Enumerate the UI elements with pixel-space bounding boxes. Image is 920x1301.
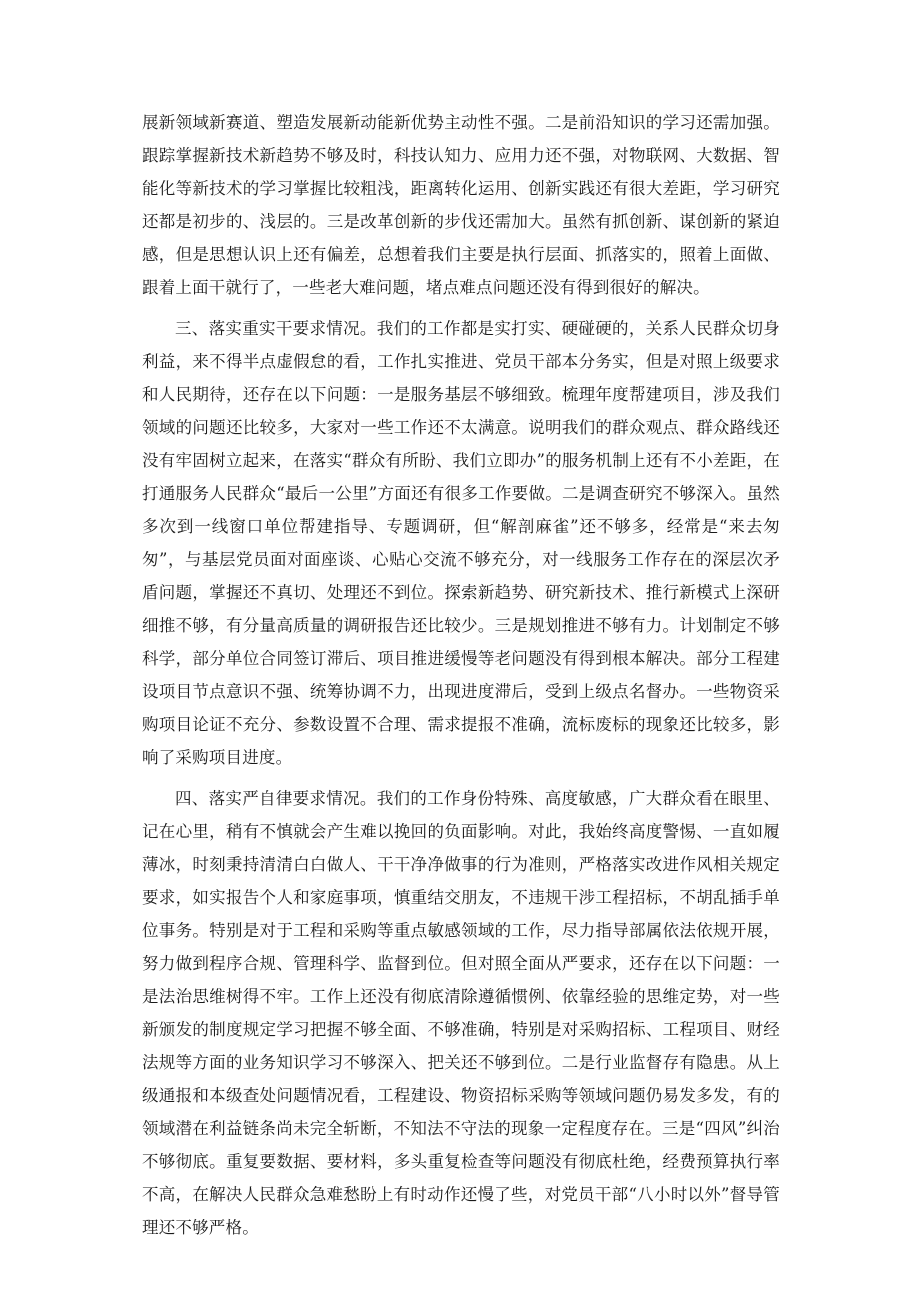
paragraph-section-four: 四、落实严自律要求情况。我们的工作身份特殊、高度敏感，广大群众看在眼里、记在心里，稍有不慎就会产生难以挽回的负面影响。对此，我始终高度警惕、一直如履薄冰，时刻秉持清清白白做人、干干净净做事的行为准则，严格落实改进作风相关规定要求，如实报告个人和家庭事项，慎重结交朋友，不违规干涉工程招标，不胡乱插手单位事务。特别是对于工程和采购等重点敏感领域的工作，尽力指导部属依法依规开展，努力做到程序合规、管理科学、监督到位。但对照全面从严要求，还存在以下问题：一是法治思维树得不牢。工作上还没有彻底清除遵循惯例、依靠经验的思维定势，对一些新颁发的制度规定学习把握不够全面、不够准确，特别是对采购招标、工程项目、财经法规等方面的业务知识学习不够深入、把关还不够到位。二是行业监督存有隐患。从上级通报和本级查处问题情况看，工程建设、物资招标采购等领域问题仍易发多发，有的领域潜在利益链条尚未完全斩断，不知法不守法的现象一定程度存在。三是“四风”纠治不够彻底。重复要数据、要材料，多头重复检查等问题没有彻底杜绝，经费预算执行率不高，在解决人民群众急难愁盼上有时动作还慢了些，对党员干部“八小时以外”督导管理还不够严格。 <box>142 789 780 1237</box>
document-body <box>142 106 780 1252</box>
paragraph-continuation: 展新领域新赛道、塑造发展新动能新优势主动性不强。二是前沿知识的学习还需加强。跟踪掌握新技术新趋势不够及时，科技认知力、应用力还不强，对物联网、大数据、智能化等新技术的学习掌握比较粗浅，距离转化运用、创新实践还有很大差距，学习研究还都是初步的、浅层的。三是改革创新的步伐还需加大。虽然有抓创新、谋创新的紧迫感，但是思想认识上还有偏差，总想着我们主要是执行层面、抓落实的，照着上面做、跟着上面干就行了，一些老大难问题，堵点难点问题还没有得到很好的解决。 <box>142 113 780 297</box>
paragraph-section-three: 三、落实重实干要求情况。我们的工作都是实打实、硬碰硬的，关系人民群众切身利益，来不得半点虚假怠的看，工作扎实推进、党员干部本分务实，但是对照上级要求和人民期待，还存在以下问题：一是服务基层不够细致。梳理年度帮建项目，涉及我们领域的问题还比较多，大家对一些工作还不太满意。说明我们的群众观点、群众路线还没有牢固树立起来，在落实“群众有所盼、我们立即办”的服务机制上还有不小差距，在打通服务人民群众“最后一公里”方面还有很多工作要做。二是调查研究不够深入。虽然多次到一线窗口单位帮建指导、专题调研，但“解剖麻雀”还不够多，经常是“来去匆匆”，与基层党员面对面座谈、心贴心交流不够充分，对一线服务工作存在的深层次矛盾问题，掌握还不真切、处理还不到位。探索新趋势、研究新技术、推行新模式上深研细推不够，有分量高质量的调研报告还比较少。三是规划推进不够有力。计划制定不够科学，部分单位合同签订滞后、项目推进缓慢等老问题没有得到根本解决。部分工程建设项目节点意识不强、统筹协调不力，出现进度滞后，受到上级点名督办。一些物资采购项目论证不充分、参数设置不合理、需求提报不准确，流标废标的现象还比较多，影响了采购项目进度。 <box>142 319 780 767</box>
